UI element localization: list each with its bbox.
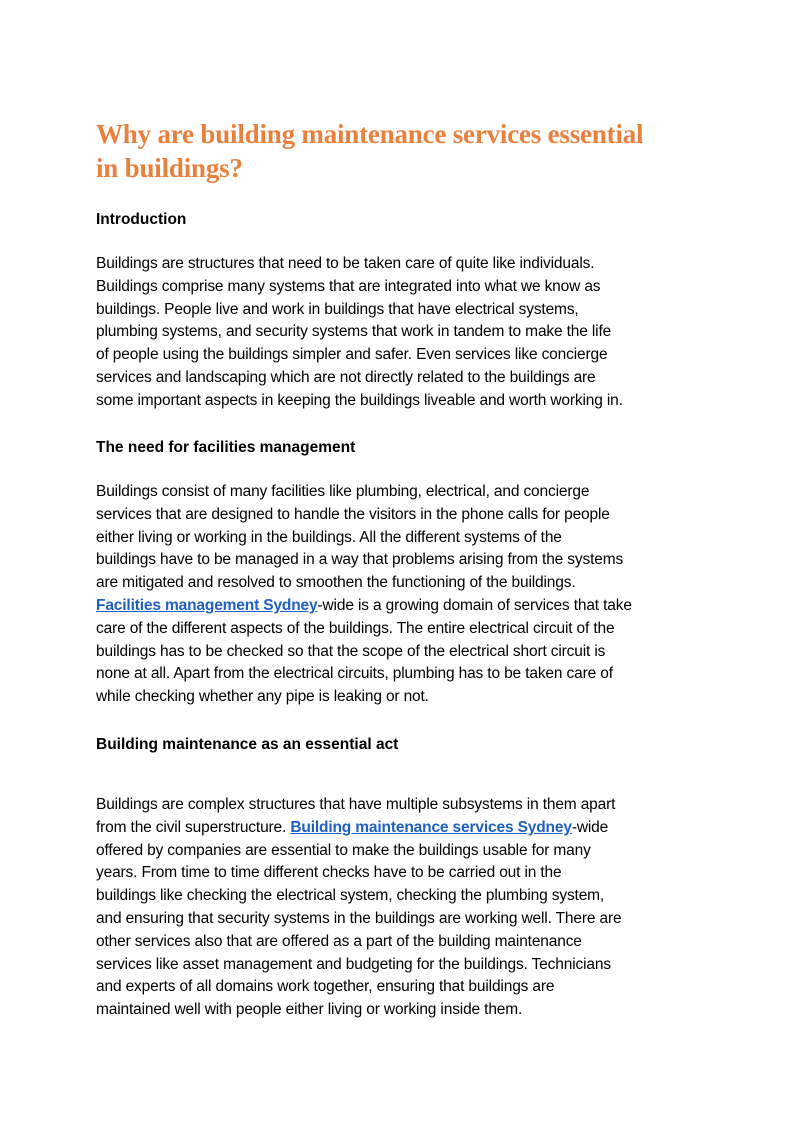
text-segment: buildings. People live and work in buildings that have electrical systems, [96,300,579,318]
text-segment: offered by companies are essential to make the buildings usable for many [96,841,591,859]
text-segment: other services also that are offered as a part of the building maintenance [96,932,582,950]
text-segment: maintained well with people either living or working inside them. [96,1001,523,1019]
text-line [96,504,632,527]
text-segment: from the civil superstructure. [96,818,291,836]
text-segment: Buildings are complex structures that have multiple subsystems in them apart [96,796,616,813]
section-heading-introduction: Introduction [96,211,187,228]
text-line [96,862,621,885]
text-segment: Buildings comprise many systems that are integrated into what we know as [96,277,601,295]
text-line [96,641,632,664]
text-segment: either living or working in the buildings. All the different systems of the [96,528,562,546]
text-line [96,299,623,322]
text-segment: services like asset management and budgeting for the buildings. Technicians [96,955,611,973]
document-title [96,117,643,185]
text-line [96,976,621,999]
text-line [96,663,632,686]
text-segment: of people using the buildings simpler and safer. Even services like concierge [96,346,608,364]
text-line [96,481,632,504]
text-segment: buildings have to be managed in a way that problems arising from the systems [96,551,624,569]
text-segment: and experts of all domains work together, ensuring that buildings are [96,978,555,996]
text-line [96,908,621,931]
text-line [96,344,623,367]
text-line [96,931,621,954]
text-segment: -wide [571,818,609,836]
text-line [96,686,632,709]
text-segment: Buildings consist of many facilities like plumbing, electrical, and concierge [96,483,590,500]
text-line [96,999,621,1022]
text-segment: some important aspects in keeping the buildings liveable and worth working in. [96,391,623,409]
text-line [96,572,632,595]
text-line [96,595,632,618]
text-segment: while checking whether any pipe is leaking or not. [96,688,429,706]
text-segment: buildings has to be checked so that the scope of the electrical short circuit is [96,642,606,660]
title-line: in buildings? [96,153,243,183]
text-segment: -wide is a growing domain of services that take [317,596,632,614]
text-line [96,390,623,413]
text-segment: are mitigated and resolved to smoothen the functioning of the buildings. [96,574,576,592]
text-segment: services that are designed to handle the visitors in the phone calls for people [96,505,610,523]
title-line: Why are building maintenance services essential [96,119,644,149]
text-line [96,817,621,840]
section-heading-facilities-management: The need for facilities management [96,439,356,456]
text-line [96,549,632,572]
text-segment: Buildings are structures that need to be taken care of quite like individuals. [96,255,595,272]
text-line [96,794,621,817]
hyperlink[interactable]: Facilities management Sydney [96,596,318,614]
paragraph-building-maintenance [96,794,621,1022]
paragraph-introduction [96,253,623,413]
text-segment: care of the different aspects of the buildings. The entire electrical circuit of the [96,619,615,637]
text-line [96,321,623,344]
text-line [96,618,632,641]
text-line [96,367,623,390]
text-line [96,885,621,908]
hyperlink[interactable]: Building maintenance services Sydney [290,818,572,836]
text-line [96,276,623,299]
text-line [96,954,621,977]
text-segment: plumbing systems, and security systems that work in tandem to make the life [96,323,612,341]
text-segment: and ensuring that security systems in the buildings are working well. There are [96,909,622,927]
text-line [96,253,623,276]
section-heading-building-maintenance: Building maintenance as an essential act [96,736,399,753]
text-segment: buildings like checking the electrical system, checking the plumbing system, [96,887,605,905]
text-segment: years. From time to time different checks have to be carried out in the [96,864,562,882]
text-line [96,527,632,550]
paragraph-facilities-management [96,481,632,709]
text-segment: none at all. Apart from the electrical circuits, plumbing has to be taken care of [96,665,613,683]
text-segment: services and landscaping which are not directly related to the buildings are [96,368,596,386]
text-line [96,840,621,863]
